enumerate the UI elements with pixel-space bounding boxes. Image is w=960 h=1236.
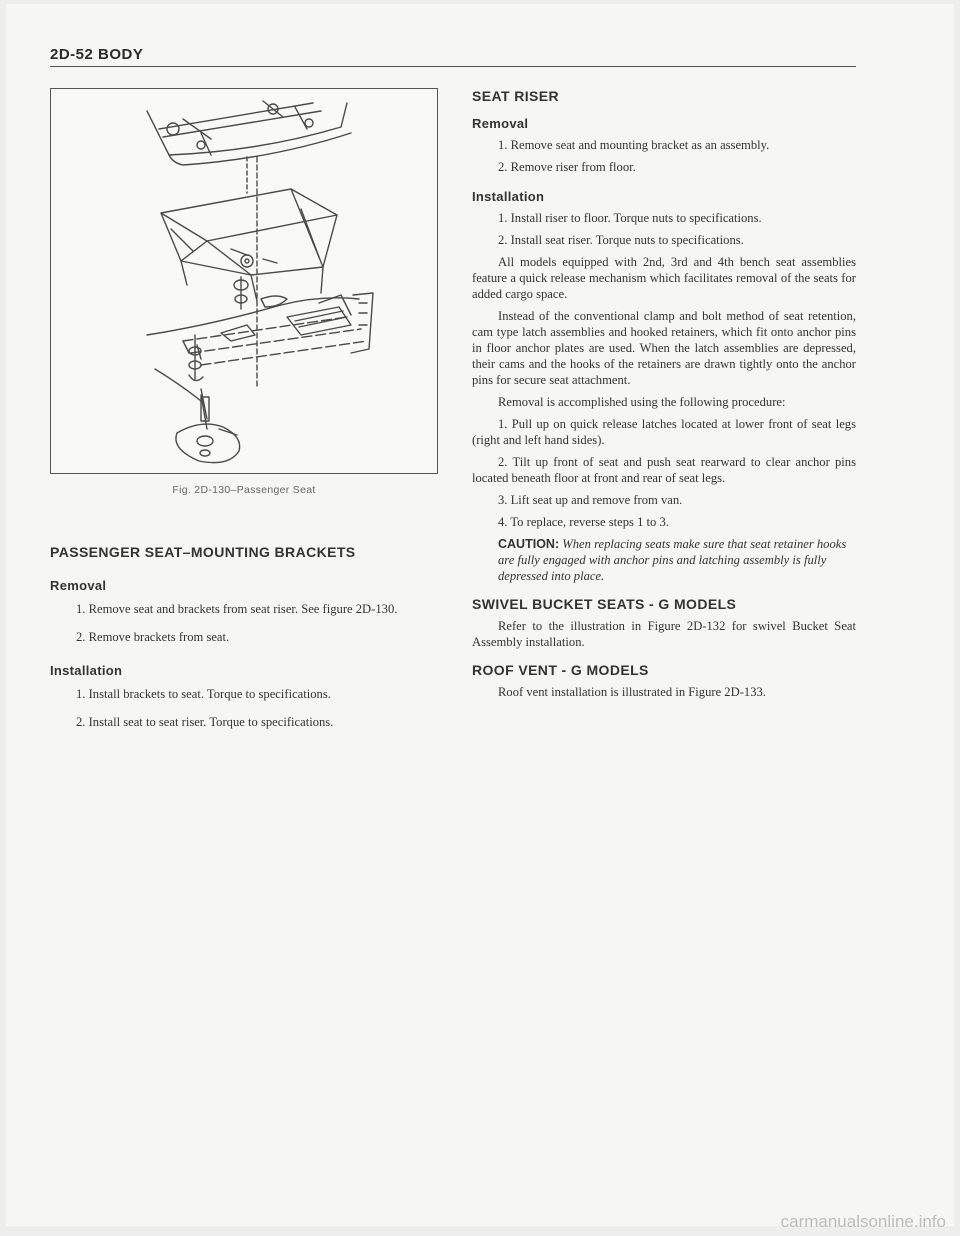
installation-paragraph: 2. Install seat riser. Torque nuts to specifications. bbox=[498, 233, 744, 247]
roof-vent-text: Roof vent installation is illustrated in Figure 2D-133. bbox=[498, 685, 766, 699]
heading-removal: Removal bbox=[472, 116, 529, 131]
manual-page bbox=[6, 4, 954, 1226]
passenger-seat-illustration bbox=[51, 89, 437, 473]
installation-paragraph: Removal is accomplished using the following procedure: bbox=[498, 395, 786, 409]
installation-paragraph: 1. Install riser to floor. Torque nuts to specifications. bbox=[498, 211, 762, 225]
heading-installation: Installation bbox=[472, 189, 545, 204]
caution-text: When replacing seats make sure that seat retainer hooks are fully engaged with anchor pins and latching assembly is fully depressed into place. bbox=[498, 537, 847, 583]
heading-removal: Removal bbox=[50, 578, 107, 593]
removal-step: 1. Remove seat and mounting bracket as an assembly. bbox=[498, 138, 770, 152]
installation-step: 2. Install seat to seat riser. Torque to specifications. bbox=[76, 715, 334, 729]
header-rule bbox=[50, 66, 856, 67]
figure-caption: Fig. 2D-130–Passenger Seat bbox=[172, 484, 316, 496]
right-column bbox=[472, 88, 856, 700]
procedure-step: 2. Tilt up front of seat and push seat rearward to clear anchor pins located beneath floor at front and rear of seat legs. bbox=[472, 455, 856, 485]
procedure-step: 3. Lift seat up and remove from van. bbox=[498, 493, 683, 507]
section-title-mounting-brackets: PASSENGER SEAT–MOUNTING BRACKETS bbox=[50, 544, 356, 560]
passenger-seat-figure bbox=[50, 88, 438, 474]
installation-paragraph: Instead of the conventional clamp and bolt method of seat retention, cam type latch assemblies and hooked retainers, which fit onto anchor pins in floor anchor plates are used. When the latch assemblies are depressed, their cams and the hooks of the retainers are drawn tightly onto the anchor pins for secure seat attachment. bbox=[472, 309, 856, 387]
installation-paragraph: All models equipped with 2nd, 3rd and 4th bench seat assemblies feature a quick release mechanism which facilitates removal of the seats for added cargo space. bbox=[472, 255, 856, 301]
procedure-step: 4. To replace, reverse steps 1 to 3. bbox=[498, 515, 669, 529]
removal-step: 2. Remove riser from floor. bbox=[498, 160, 636, 174]
section-title-swivel-bucket-seats: SWIVEL BUCKET SEATS - G MODELS bbox=[472, 596, 737, 612]
section-title-roof-vent: ROOF VENT - G MODELS bbox=[472, 662, 649, 678]
removal-step: 1. Remove seat and brackets from seat riser. See figure 2D-130. bbox=[76, 602, 398, 616]
caution-note bbox=[472, 536, 856, 584]
removal-step: 2. Remove brackets from seat. bbox=[76, 630, 230, 644]
section-title-seat-riser: SEAT RISER bbox=[472, 88, 559, 104]
heading-installation: Installation bbox=[50, 663, 123, 678]
swivel-text: Refer to the illustration in Figure 2D-132 for swivel Bucket Seat Assembly installation. bbox=[472, 619, 856, 649]
left-column bbox=[50, 88, 438, 730]
watermark: carmanualsonline.info bbox=[780, 1212, 946, 1231]
installation-step: 1. Install brackets to seat. Torque to specifications. bbox=[76, 687, 331, 701]
page-header: 2D-52 BODY bbox=[50, 46, 144, 63]
procedure-step: 1. Pull up on quick release latches located at lower front of seat legs (right and left hand sides). bbox=[472, 417, 856, 447]
caution-label: CAUTION: bbox=[498, 537, 560, 551]
